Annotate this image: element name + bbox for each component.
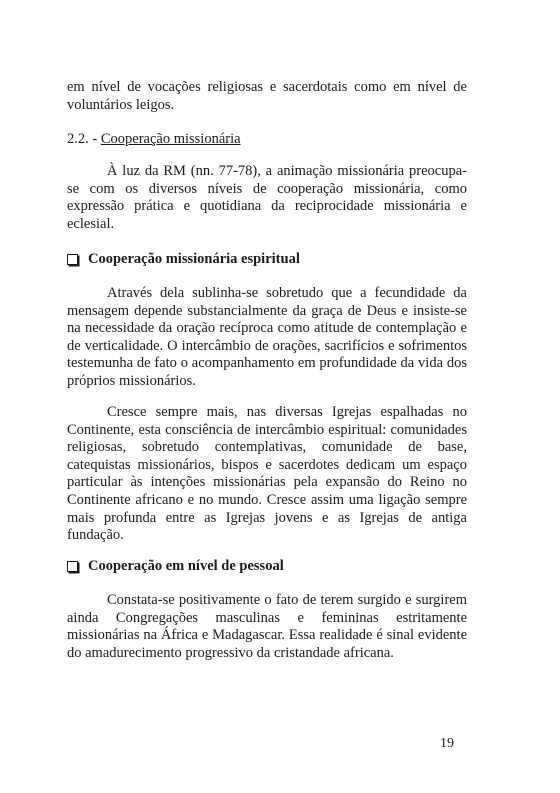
paragraph-intro <box>67 79 467 114</box>
paragraph-spiritual <box>67 285 467 391</box>
checkbox-icon <box>67 254 78 265</box>
paragraph-text: À luz da RM (nn. 77-78), a animação missionária preocupa-se com os diversos níveis de cooperação missionária, como expressão prática e quotidiana da reciprocidade missionária e eclesial. <box>67 163 467 232</box>
paragraph-growth <box>67 404 467 545</box>
paragraph-rm <box>67 163 467 233</box>
section-title: Cooperação em nível de pessoal <box>88 558 284 574</box>
paragraph-text: Cresce sempre mais, nas diversas Igrejas espalhadas no Continente, esta consciência de intercâmbio espiritual: comunidades religiosas, sobretudo contemplativas, comunidade de base, catequistas missionários, bispos e sacerdotes dedicam um espaço particular às intenções missionárias pela expansão do Reino no Continente africano e no mundo. Cresce assim uma ligação sempre mais profunda entre as Igrejas jovens e as Igrejas de antiga fundação. <box>67 404 467 544</box>
subsection-heading <box>67 130 467 148</box>
checkbox-icon <box>67 561 78 572</box>
subsection-number: 2.2. - <box>67 131 101 147</box>
section-heading-personal <box>67 557 467 575</box>
section-heading-spiritual <box>67 250 467 268</box>
paragraph-text: em nível de vocações religiosas e sacerdotais como em nível de voluntários leigos. <box>67 79 467 113</box>
page-number: 19 <box>440 736 454 751</box>
paragraph-text: Através dela sublinha-se sobretudo que a fecundidade da mensagem depende substancialmente da graça de Deus e insiste-se na necessidade da oração recíproca como atitude de contemplação e de verticalidade. O intercâmbio de orações, sacrifícios e sofrimentos testemunha de fato o acompanhamento em profundidade da vida dos próprios missionários. <box>67 285 467 389</box>
subsection-title: Cooperação missionária <box>100 131 241 147</box>
paragraph-personal <box>67 592 467 662</box>
section-title: Cooperação missionária espiritual <box>88 251 300 267</box>
paragraph-text: Constata-se positivamente o fato de terem surgido e surgirem ainda Congregações masculinas e femininas estritamente missionárias na África e Madagascar. Essa realidade é sinal evidente do amadurecimento progressivo da cristandade africana. <box>67 592 467 661</box>
